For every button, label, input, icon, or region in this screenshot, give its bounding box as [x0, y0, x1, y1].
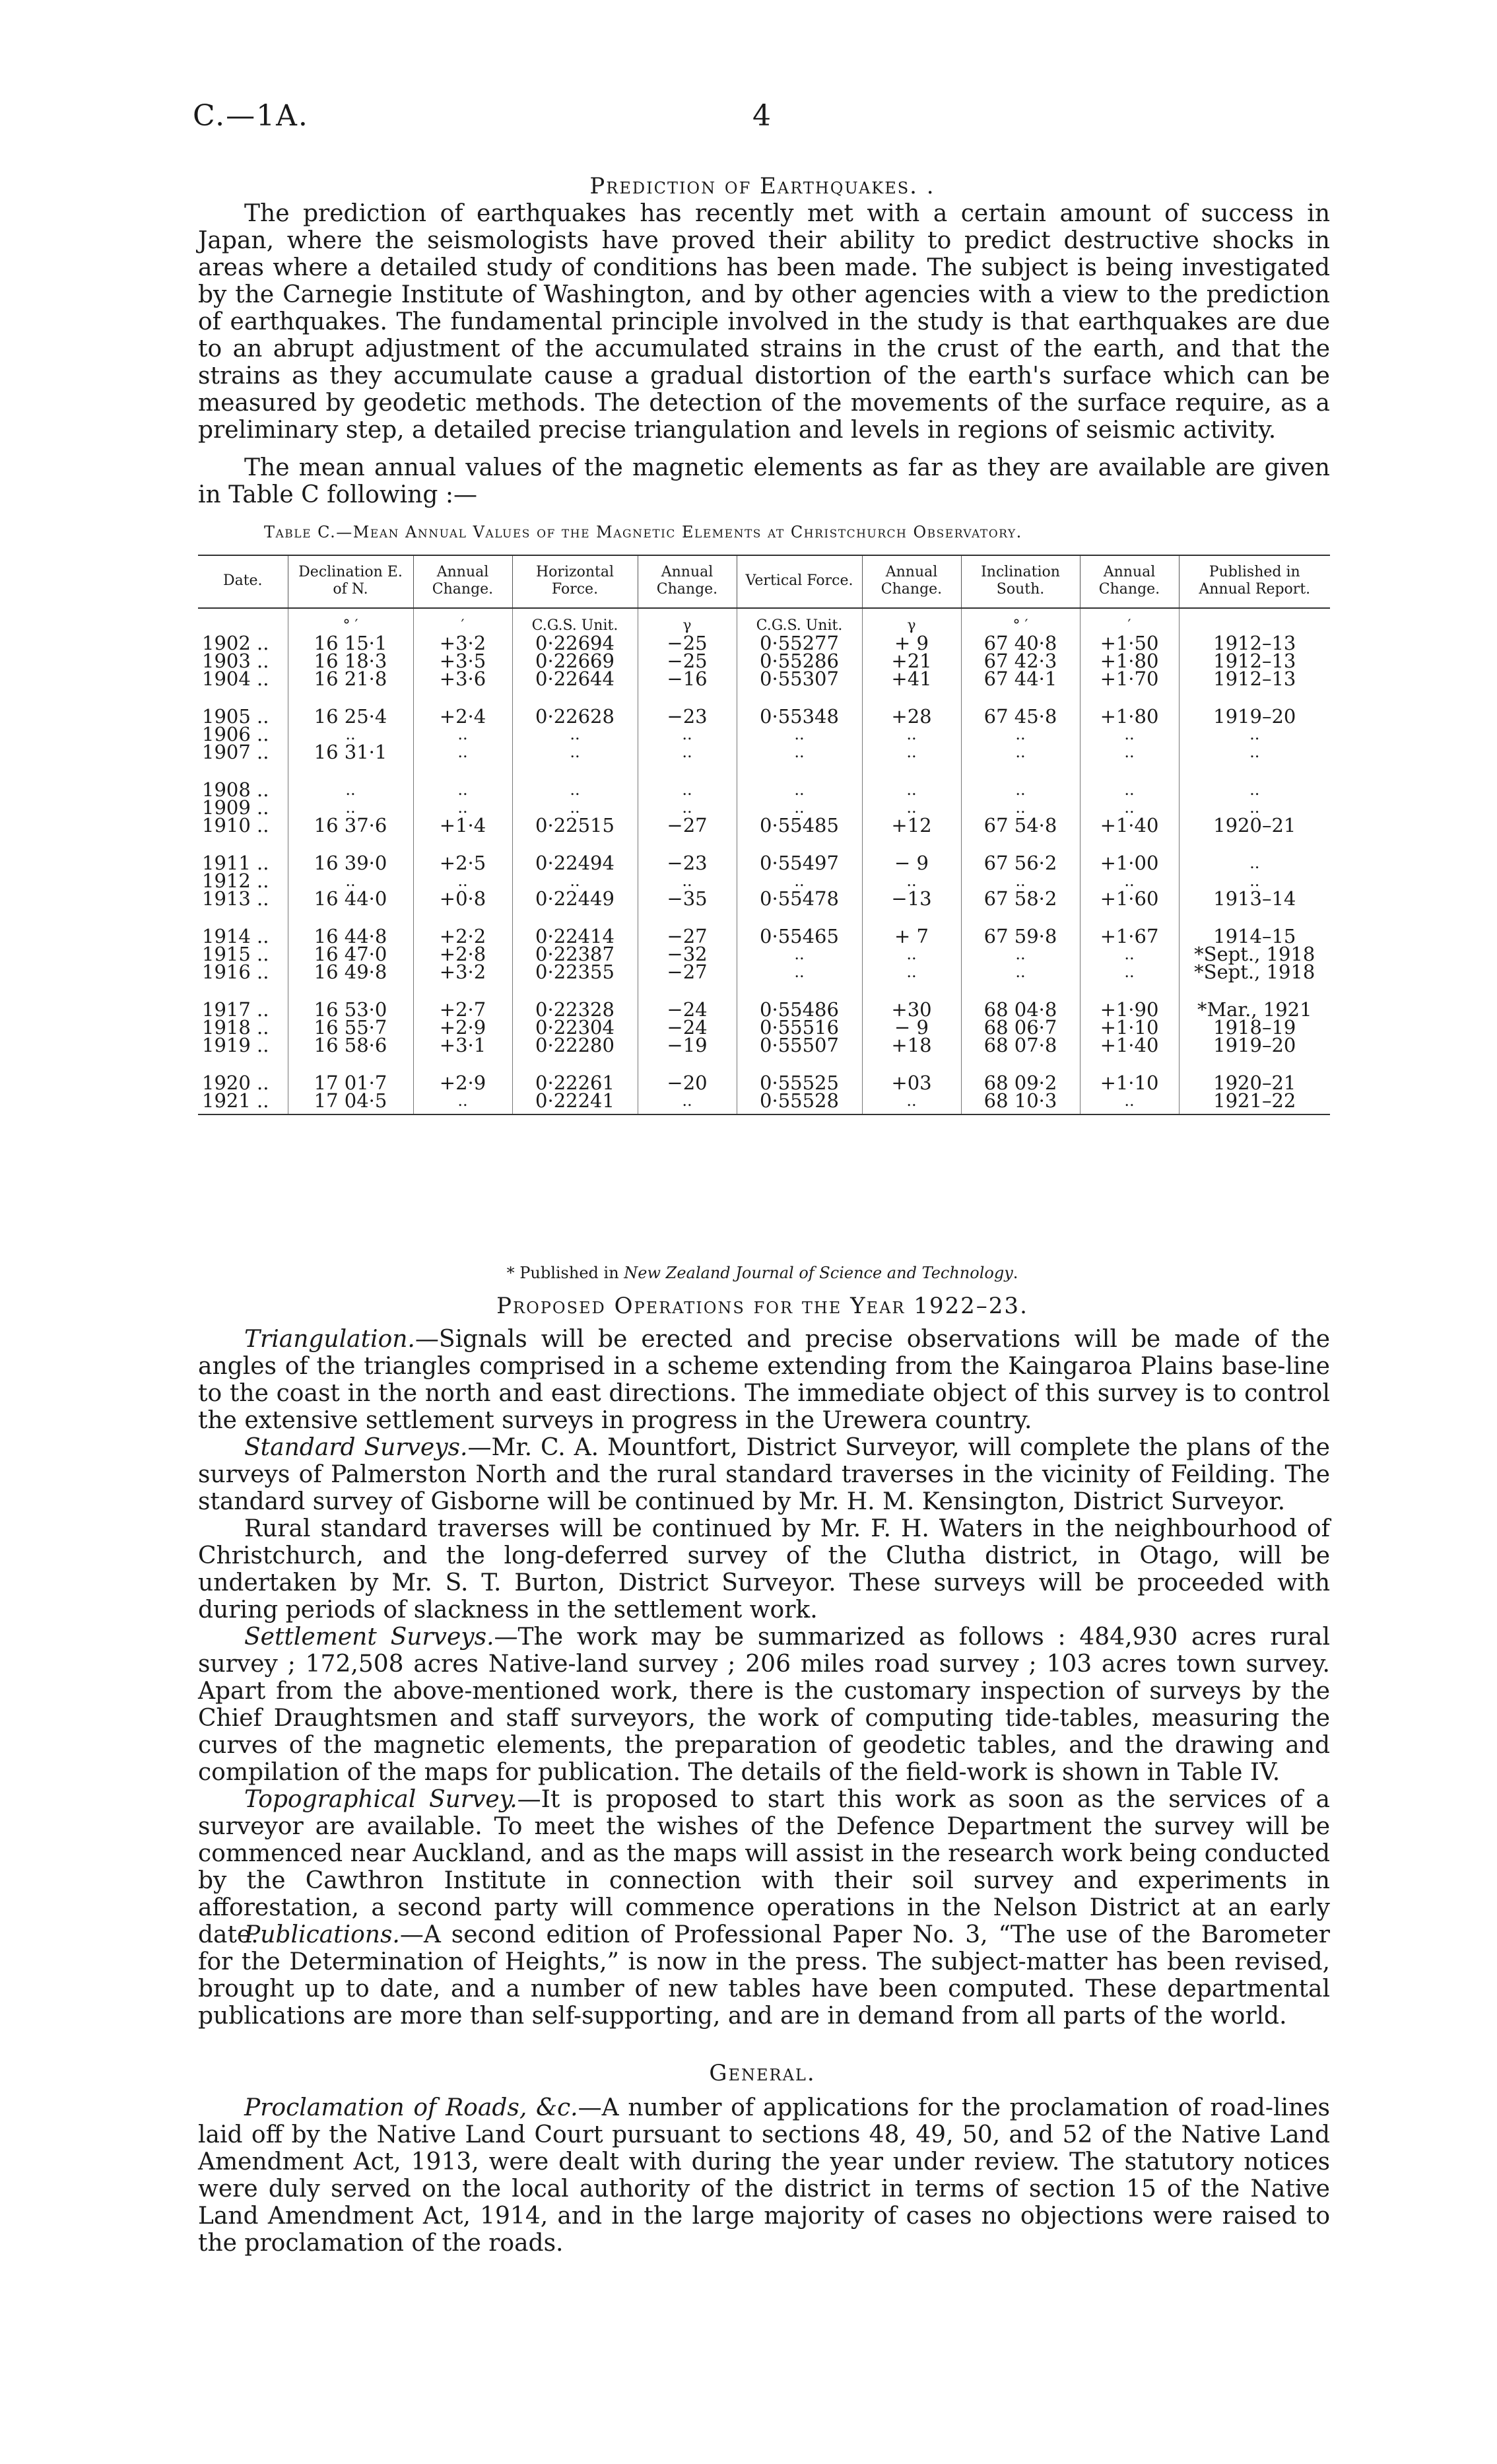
- year-cell: 1919 ..: [202, 1034, 269, 1056]
- table-cell: −35: [638, 890, 737, 908]
- year-cell: 1903 ..: [202, 650, 269, 672]
- table-cell: 16 39·0: [288, 854, 413, 872]
- heading-general: General.: [709, 2060, 816, 2086]
- table-cell: 0·55516: [737, 1019, 862, 1037]
- table-cell: 68 07·8: [961, 1037, 1080, 1054]
- table-row: [198, 963, 1330, 981]
- table-cell: ..: [1179, 743, 1330, 761]
- heading-prediction-of-earthquakes: Prediction of Earthquakes. .: [589, 173, 935, 199]
- table-cell: *Mar., 1921: [1179, 1001, 1330, 1019]
- table-cell: 1912–13: [1179, 652, 1330, 670]
- table-cell: +03: [862, 1074, 961, 1092]
- paragraph-body: —A second edition of Professional Paper No. 3, “The use of the Barometer for the Determination of Heights,” is now in the press. The subject-matter has been revised, brought up to date, and a number of new tables have been computed. These departmental publications are more than self-supporting, and are in demand from all parts of the world.: [198, 1921, 1330, 2030]
- table-cell: ..: [1080, 781, 1179, 799]
- table-cell: +2·9: [413, 1019, 512, 1037]
- page-number: 4: [752, 99, 771, 133]
- spacer-cell: [862, 761, 961, 781]
- year-cell: 1909 ..: [202, 796, 269, 819]
- spacer-cell: [1179, 761, 1330, 781]
- table-cell: ..: [413, 1092, 512, 1114]
- table-cell: ..: [961, 781, 1080, 799]
- table-cell: +1·67: [1080, 928, 1179, 945]
- table-cell: 1913–14: [1179, 890, 1330, 908]
- table-cell: 16 44·8: [288, 928, 413, 945]
- table-cell: 0·55497: [737, 854, 862, 872]
- year-cell: 1912 ..: [202, 870, 269, 892]
- table-cell: 16 15·1: [288, 634, 413, 652]
- table-cell: −25: [638, 634, 737, 652]
- table-cell: +18: [862, 1037, 961, 1054]
- table-cell: ..: [638, 1092, 737, 1114]
- year-cell: 1918 ..: [202, 1016, 269, 1039]
- table-cell: 67 56·2: [961, 854, 1080, 872]
- table-cell: +1·4: [413, 817, 512, 835]
- spacer-cell: [413, 761, 512, 781]
- table-cell: 67 40·8: [961, 634, 1080, 652]
- paragraph-standard-surveys: [198, 1434, 1330, 1515]
- table-cell: 0·22328: [512, 1001, 638, 1019]
- unit-cell: C.G.S. Unit.: [737, 608, 862, 634]
- table-cell: +1·70: [1080, 670, 1179, 688]
- table-cell: ..: [288, 726, 413, 743]
- paragraph-lead: Proclamation of Roads, &c.: [244, 2094, 578, 2121]
- table-cell: ..: [862, 781, 961, 799]
- table-cell: ..: [1179, 872, 1330, 890]
- table-cell: +2·5: [413, 854, 512, 872]
- table-cell: 16 47·0: [288, 945, 413, 963]
- paragraph-publications: [198, 1921, 1330, 2030]
- column-header: Date.: [198, 555, 288, 608]
- table-cell: 16 31·1: [288, 743, 413, 761]
- unit-cell: [198, 608, 288, 634]
- table-cell: +2·2: [413, 928, 512, 945]
- table-cell: ..: [413, 872, 512, 890]
- unit-cell: ° ′: [288, 608, 413, 634]
- table-cell: ..: [961, 743, 1080, 761]
- table-cell: ..: [638, 781, 737, 799]
- table-cell: 0·22494: [512, 854, 638, 872]
- table-cell: 16 18·3: [288, 652, 413, 670]
- table-cell: 16 21·8: [288, 670, 413, 688]
- table-cell: ..: [638, 743, 737, 761]
- table-cell: −27: [638, 817, 737, 835]
- table-cell: 0·55307: [737, 670, 862, 688]
- table-cell: 67 58·2: [961, 890, 1080, 908]
- table-cell: 1912–13: [1179, 634, 1330, 652]
- table-cell: ..: [1080, 963, 1179, 981]
- table-cell: ..: [512, 872, 638, 890]
- table-cell: 0·22669: [512, 652, 638, 670]
- year-cell: 1921 ..: [198, 1092, 288, 1114]
- table-cell: ..: [862, 1092, 961, 1114]
- column-header: Published in Annual Report.: [1179, 555, 1330, 608]
- table-cell: −27: [638, 928, 737, 945]
- table-cell: +41: [862, 670, 961, 688]
- table-cell: ..: [862, 799, 961, 817]
- table-cell: ..: [1179, 854, 1330, 872]
- paragraph-earthquake-prediction: The prediction of earthquakes has recently met with a certain amount of success in Japan, where the seismologists have proved their ability to predict destructive shocks in areas where a detailed study of conditions has been made. The subject is being investigated by the Carnegie Institute of Washington, and by other agencies with a view to the prediction of earthquakes. The fundamental principle involved in the study is that earthquakes are due to an abrupt adjustment of the accumulated strains in the crust of the earth, and that the strains as they accumulate cause a gradual distortion of the earth's surface which can be measured by geodetic methods. The detection of the movements of the surface require, as a preliminary step, a detailed precise triangulation and levels in regions of seismic activity.: [198, 200, 1330, 444]
- table-cell: ..: [288, 781, 413, 799]
- unit-cell: ′: [1080, 608, 1179, 634]
- table-cell: ..: [737, 963, 862, 981]
- table-cell: +3·2: [413, 634, 512, 652]
- table-cell: 0·55525: [737, 1074, 862, 1092]
- table-row: [198, 817, 1330, 835]
- table-cell: 16 58·6: [288, 1037, 413, 1054]
- year-cell: 1905 ..: [202, 705, 269, 728]
- table-cell: *Sept., 1918: [1179, 963, 1330, 981]
- unit-cell: γ: [638, 608, 737, 634]
- table-cell: *Sept., 1918: [1179, 945, 1330, 963]
- year-cell: 1902 ..: [202, 632, 269, 654]
- table-cell: 0·22414: [512, 928, 638, 945]
- table-cell: 0·55286: [737, 652, 862, 670]
- table-cell: 0·22387: [512, 945, 638, 963]
- table-cell: −19: [638, 1037, 737, 1054]
- table-c-caption: Table C.—Mean Annual Values of the Magnetic Elements at Christchurch Observatory.: [264, 523, 1022, 541]
- table-cell: 0·22261: [512, 1074, 638, 1092]
- table-cell: − 9: [862, 854, 961, 872]
- table-cell: ..: [1080, 743, 1179, 761]
- table-cell: −32: [638, 945, 737, 963]
- table-cell: 1918–19: [1179, 1019, 1330, 1037]
- table-row: [198, 1092, 1330, 1114]
- magnetic-elements-table: [198, 555, 1330, 1115]
- units-row: [198, 608, 1330, 634]
- table-cell: 67 59·8: [961, 928, 1080, 945]
- paragraph-lead: Publications.: [244, 1921, 400, 1948]
- table-row: [198, 708, 1330, 726]
- paragraph-triangulation: [198, 1326, 1330, 1434]
- year-cell: 1907 ..: [202, 741, 269, 763]
- table-cell: 1921–22: [1179, 1092, 1330, 1114]
- table-cell: ..: [638, 872, 737, 890]
- table-cell: ..: [737, 799, 862, 817]
- year-cell: 1920 ..: [202, 1072, 269, 1094]
- table-cell: ..: [737, 726, 862, 743]
- table-cell: 1920–21: [1179, 1074, 1330, 1092]
- table-cell: 16 44·0: [288, 890, 413, 908]
- paragraph-lead: Triangulation.: [244, 1326, 415, 1353]
- table-cell: 1912–13: [1179, 670, 1330, 688]
- table-cell: ..: [862, 743, 961, 761]
- table-cell: 0·55465: [737, 928, 862, 945]
- table-row: [198, 743, 1330, 761]
- table-cell: ..: [1080, 1092, 1179, 1114]
- table-cell: ..: [413, 781, 512, 799]
- column-header: Annual Change.: [1080, 555, 1179, 608]
- table-cell: 0·55277: [737, 634, 862, 652]
- table-cell: 0·55478: [737, 890, 862, 908]
- table-cell: 0·22280: [512, 1037, 638, 1054]
- table-cell: +28: [862, 708, 961, 726]
- table-cell: +1·80: [1080, 708, 1179, 726]
- unit-cell: ° ′: [961, 608, 1080, 634]
- paragraph-body: Rural standard traverses will be continued by Mr. F. H. Waters in the neighbourhood of Christchurch, and the long-deferred survey of the Clutha district, in Otago, will be undertaken by Mr. S. T. Burton, District Surveyor. These surveys will be proceeded with during periods of slackness in the settlement work.: [198, 1515, 1330, 1624]
- table-cell: ..: [1179, 799, 1330, 817]
- table-cell: 16 53·0: [288, 1001, 413, 1019]
- table-cell: 0·22304: [512, 1019, 638, 1037]
- spacer-cell: [1080, 761, 1179, 781]
- table-cell: ..: [862, 945, 961, 963]
- table-cell: 67 44·1: [961, 670, 1080, 688]
- spacer-cell: [638, 761, 737, 781]
- table-cell: ..: [961, 872, 1080, 890]
- table-cell: ..: [862, 872, 961, 890]
- table-cell: ..: [512, 743, 638, 761]
- table-cell: 0·55348: [737, 708, 862, 726]
- table-cell: +2·4: [413, 708, 512, 726]
- paragraph-lead: Standard Surveys.: [244, 1434, 468, 1461]
- heading-proposed-operations: Proposed Operations for the Year 1922–23.: [496, 1293, 1028, 1319]
- column-header: Vertical Force.: [737, 555, 862, 608]
- unit-cell: C.G.S. Unit.: [512, 608, 638, 634]
- spacer-cell: [737, 761, 862, 781]
- paragraph-lead: Topographical Survey.: [244, 1786, 517, 1813]
- table-cell: −24: [638, 1001, 737, 1019]
- table-cell: +1·50: [1080, 634, 1179, 652]
- table-cell: ..: [1179, 781, 1330, 799]
- table-cell: ..: [638, 799, 737, 817]
- table-cell: + 9: [862, 634, 961, 652]
- table-cell: 67 45·8: [961, 708, 1080, 726]
- table-cell: 0·22355: [512, 963, 638, 981]
- footnote-journal: New Zealand Journal of Science and Technology: [624, 1264, 1013, 1282]
- table-cell: −27: [638, 963, 737, 981]
- table-cell: +2·8: [413, 945, 512, 963]
- page-header: [185, 99, 1340, 139]
- table-cell: ..: [413, 726, 512, 743]
- paragraph-body: —The work may be summarized as follows : 484,930 acres rural survey ; 172,508 acres Native-land survey ; 206 miles road survey ; 103 acres town survey. Apart from the above-mentioned work, there is the customary inspection of surveys by the Chief Draughtsmen and staff surveyors, the work of computing tide-tables, measuring the curves of the magnetic elements, the preparation of geodetic tables, and the drawing and compilation of the maps for publication. The details of the field-work is shown in Table IV.: [198, 1624, 1330, 1786]
- paragraph-body: —Mr. C. A. Mountfort, District Surveyor, will complete the plans of the surveys of Palmerston North and the rural standard traverses in the vicinity of Feilding. The standard survey of Gisborne will be continued by Mr. H. M. Kensington, District Surveyor.: [198, 1434, 1330, 1515]
- table-cell: ..: [737, 781, 862, 799]
- table-cell: 0·22694: [512, 634, 638, 652]
- footnote-suffix: .: [1013, 1264, 1018, 1282]
- table-body: [198, 608, 1330, 1114]
- table-cell: 1914–15: [1179, 928, 1330, 945]
- table-cell: −23: [638, 708, 737, 726]
- table-cell: ..: [862, 726, 961, 743]
- table-cell: +1·90: [1080, 1001, 1179, 1019]
- paragraph-body: —Signals will be erected and precise observations will be made of the angles of the triangles comprised in a scheme extending from the Kaingaroa Plains base-line to the coast in the north and east directions. The immediate object of this survey is to control the extensive settlement surveys in progress in the Urewera country.: [198, 1326, 1330, 1434]
- table-cell: 67 54·8: [961, 817, 1080, 835]
- table-footnote: [185, 1264, 1340, 1282]
- table-cell: ..: [737, 945, 862, 963]
- table-header-row: [198, 555, 1330, 608]
- year-cell: 1906 ..: [202, 723, 269, 745]
- table-cell: 1919–20: [1179, 708, 1330, 726]
- table-cell: +1·40: [1080, 1037, 1179, 1054]
- table-cell: 68 04·8: [961, 1001, 1080, 1019]
- table-cell: +12: [862, 817, 961, 835]
- table-row: [198, 854, 1330, 872]
- table-cell: 0·55485: [737, 817, 862, 835]
- table-cell: ..: [1080, 872, 1179, 890]
- table-cell: 16 55·7: [288, 1019, 413, 1037]
- table-cell: −25: [638, 652, 737, 670]
- table-cell: 0·55528: [737, 1092, 862, 1114]
- table-cell: +1·40: [1080, 817, 1179, 835]
- table-cell: ..: [512, 726, 638, 743]
- year-cell: 1915 ..: [202, 943, 269, 965]
- table-cell: 0·22241: [512, 1092, 638, 1114]
- table-cell: +1·80: [1080, 652, 1179, 670]
- year-cell: 1908 ..: [202, 778, 269, 801]
- year-cell: 1916 ..: [202, 961, 269, 983]
- table-cell: ..: [1080, 799, 1179, 817]
- table-cell: +2·7: [413, 1001, 512, 1019]
- spacer-cell: [288, 761, 413, 781]
- table-cell: 67 42·3: [961, 652, 1080, 670]
- table-cell: +3·1: [413, 1037, 512, 1054]
- table-cell: ..: [1080, 945, 1179, 963]
- paragraph-proclamation-of-roads: [198, 2094, 1330, 2257]
- table-cell: 68 06·7: [961, 1019, 1080, 1037]
- paragraph-rural-traverses: [198, 1515, 1330, 1624]
- table-cell: +1·60: [1080, 890, 1179, 908]
- column-header: Annual Change.: [862, 555, 961, 608]
- table-cell: ..: [862, 963, 961, 981]
- table-cell: + 7: [862, 928, 961, 945]
- table-cell: −13: [862, 890, 961, 908]
- table-cell: −23: [638, 854, 737, 872]
- year-cell: 1911 ..: [202, 852, 269, 874]
- spacer-cell: [512, 761, 638, 781]
- paragraph-body: —It is proposed to start this work as soon as the services of a surveyor are available. To meet the wishes of the Defence Department the survey will be commenced near Auckland, and as the maps will assist in the research work being conducted by the Cawthron Institute in connection with their soil survey and experiments in afforestation, a second party will commence operations in the Nelson District at an early date.: [198, 1786, 1330, 1948]
- document-reference: C.—1A.: [193, 99, 309, 133]
- table-cell: 0·22628: [512, 708, 638, 726]
- table-cell: ..: [512, 799, 638, 817]
- footnote-prefix: * Published in: [506, 1264, 624, 1282]
- table-cell: 1920–21: [1179, 817, 1330, 835]
- table-cell: −16: [638, 670, 737, 688]
- table-cell: +1·10: [1080, 1019, 1179, 1037]
- year-cell: 1914 ..: [202, 925, 269, 947]
- table-cell: 16 49·8: [288, 963, 413, 981]
- paragraph-magnetic-intro: The mean annual values of the magnetic elements as far as they are available are given in Table C following :—: [198, 454, 1330, 508]
- table-cell: ..: [1179, 726, 1330, 743]
- table-cell: 0·22449: [512, 890, 638, 908]
- column-header: Declination E. of N.: [288, 555, 413, 608]
- table-cell: ..: [413, 743, 512, 761]
- spacer-cell: [1179, 835, 1330, 854]
- table-cell: 16 25·4: [288, 708, 413, 726]
- table-cell: ..: [961, 726, 1080, 743]
- table-cell: 68 09·2: [961, 1074, 1080, 1092]
- table-row: [198, 781, 1330, 799]
- table-cell: ..: [1080, 726, 1179, 743]
- paragraph-settlement-surveys: [198, 1624, 1330, 1786]
- year-cell: 1910 ..: [202, 814, 269, 837]
- table-cell: ..: [512, 781, 638, 799]
- column-header: Annual Change.: [413, 555, 512, 608]
- table-cell: ..: [961, 799, 1080, 817]
- group-spacer: [198, 761, 1330, 781]
- column-header: Inclination South.: [961, 555, 1080, 608]
- table-cell: 16 37·6: [288, 817, 413, 835]
- table-cell: ..: [638, 726, 737, 743]
- table-cell: 68 10·3: [961, 1092, 1080, 1114]
- table-cell: 1919–20: [1179, 1037, 1330, 1054]
- unit-cell: [1179, 608, 1330, 634]
- table-cell: ..: [737, 743, 862, 761]
- table-cell: 0·55486: [737, 1001, 862, 1019]
- unit-cell: γ: [862, 608, 961, 634]
- column-header: Annual Change.: [638, 555, 737, 608]
- table-row: [198, 890, 1330, 908]
- table-row: [198, 670, 1330, 688]
- table-cell: 17 01·7: [288, 1074, 413, 1092]
- year-cell: 1913 ..: [202, 887, 269, 910]
- table-cell: − 9: [862, 1019, 961, 1037]
- table-cell: +3·5: [413, 652, 512, 670]
- table-cell: +21: [862, 652, 961, 670]
- year-cell: 1917 ..: [202, 998, 269, 1021]
- paragraph-lead: Settlement Surveys.: [244, 1624, 494, 1651]
- paragraph-body: —A number of applications for the proclamation of road-lines laid off by the Native Land Court pursuant to sections 48, 49, 50, and 52 of the Native Land Amendment Act, 1913, were dealt with during the year under review. The statutory notices were duly served on the local authority of the district in terms of section 15 of the Native Land Amendment Act, 1914, and in the large majority of cases no objections were raised to the proclamation of the roads.: [198, 2094, 1331, 2257]
- table-cell: ..: [961, 963, 1080, 981]
- table-cell: 0·55507: [737, 1037, 862, 1054]
- table-row: [198, 1037, 1330, 1054]
- spacer-cell: [961, 761, 1080, 781]
- table-cell: 0·22644: [512, 670, 638, 688]
- table-cell: +1·00: [1080, 854, 1179, 872]
- table-cell: ..: [288, 799, 413, 817]
- table-cell: −24: [638, 1019, 737, 1037]
- unit-cell: ′: [413, 608, 512, 634]
- table-cell: +3·6: [413, 670, 512, 688]
- table-cell: +1·10: [1080, 1074, 1179, 1092]
- table-cell: 17 04·5: [288, 1092, 413, 1114]
- table-cell: +30: [862, 1001, 961, 1019]
- table-cell: ..: [961, 945, 1080, 963]
- table-cell: +2·9: [413, 1074, 512, 1092]
- table-cell: −20: [638, 1074, 737, 1092]
- table-cell: ..: [413, 799, 512, 817]
- year-cell: 1904 ..: [202, 667, 269, 690]
- table-cell: 0·22515: [512, 817, 638, 835]
- column-header: Horizontal Force.: [512, 555, 638, 608]
- table-cell: +0·8: [413, 890, 512, 908]
- table-cell: ..: [737, 872, 862, 890]
- table-cell: ..: [288, 872, 413, 890]
- table-cell: +3·2: [413, 963, 512, 981]
